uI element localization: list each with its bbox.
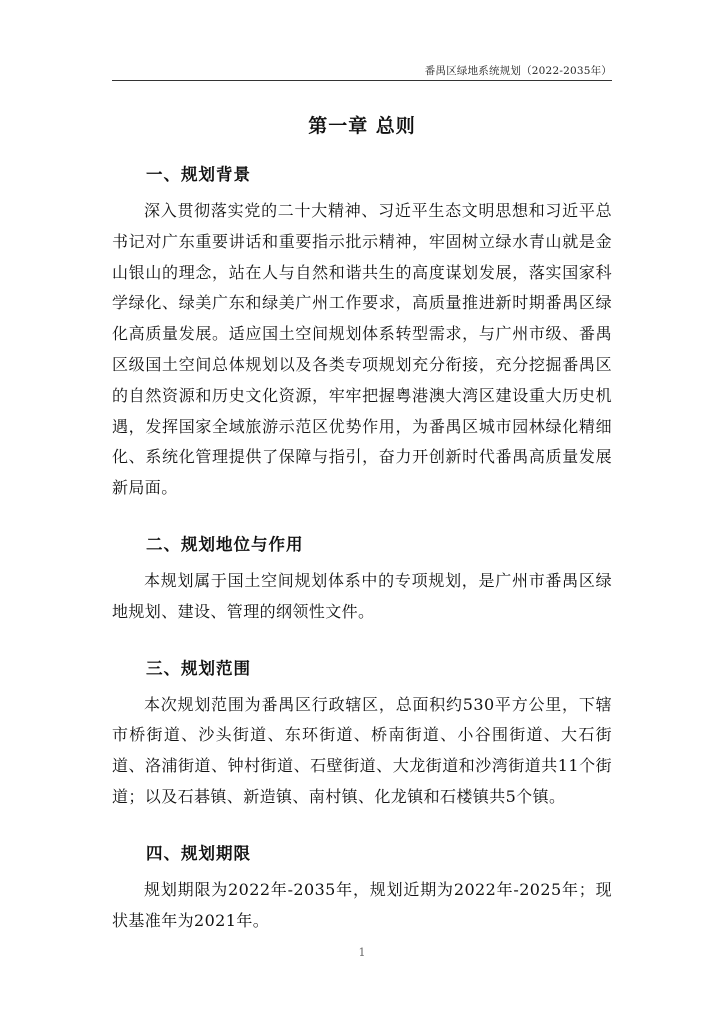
section-body-status-role: 本规划属于国土空间规划体系中的专项规划，是广州市番禺区绿地规划、建设、管理的纲领性文件。 bbox=[112, 570, 612, 621]
section-heading-scope: 三、规划范围 bbox=[146, 658, 251, 678]
chapter-title: 第一章 总则 bbox=[308, 115, 416, 137]
section-body-background: 深入贯彻落实党的二十大精神、习近平生态文明思想和习近平总书记对广东重要讲话和重要指示批示精神，牢固树立绿水青山就是金山银山的理念，站在人与自然和谐共生的高度谋划发展，落实国家科学绿化、绿美广东和绿美广州工作要求，高质量推进新时期番禺区绿化高质量发展。适应国土空间规划体系转型需求，与广州市级、番禺区级国土空间总体规划以及各类专项规划充分衔接，充分挖掘番禺区的自然资源和历史文化资源，牢牢把握粤港澳大湾区建设重大历史机遇，发挥国家全域旅游示范区优势作用，为番禺区城市园林绿化精细化、系统化管理提供了保障与指引，奋力开创新时代番禺高质量发展新局面。 bbox=[112, 201, 612, 498]
section-heading-period: 四、规划期限 bbox=[146, 843, 251, 863]
running-header bbox=[112, 62, 612, 81]
page-number: 1 bbox=[358, 946, 366, 959]
section-body-scope: 本次规划范围为番禺区行政辖区，总面积约530平方公里，下辖市桥街道、沙头街道、东环街道、桥南街道、小谷围街道、大石街道、洛浦街道、钟村街道、石壁街道、大龙街道和沙湾街道共11个街道；以及石碁镇、新造镇、南村镇、化龙镇和石楼镇共5个镇。 bbox=[112, 694, 612, 806]
section-body-period: 规划期限为2022年-2035年，规划近期为2022年-2025年；现状基准年为2021年。 bbox=[112, 879, 612, 930]
page-content bbox=[112, 112, 612, 964]
section-heading-status-role: 二、规划地位与作用 bbox=[146, 534, 304, 554]
running-header-title: 番禺区绿地系统规划（2022-2035年） bbox=[424, 65, 612, 77]
section-heading-background: 一、规划背景 bbox=[146, 165, 251, 184]
